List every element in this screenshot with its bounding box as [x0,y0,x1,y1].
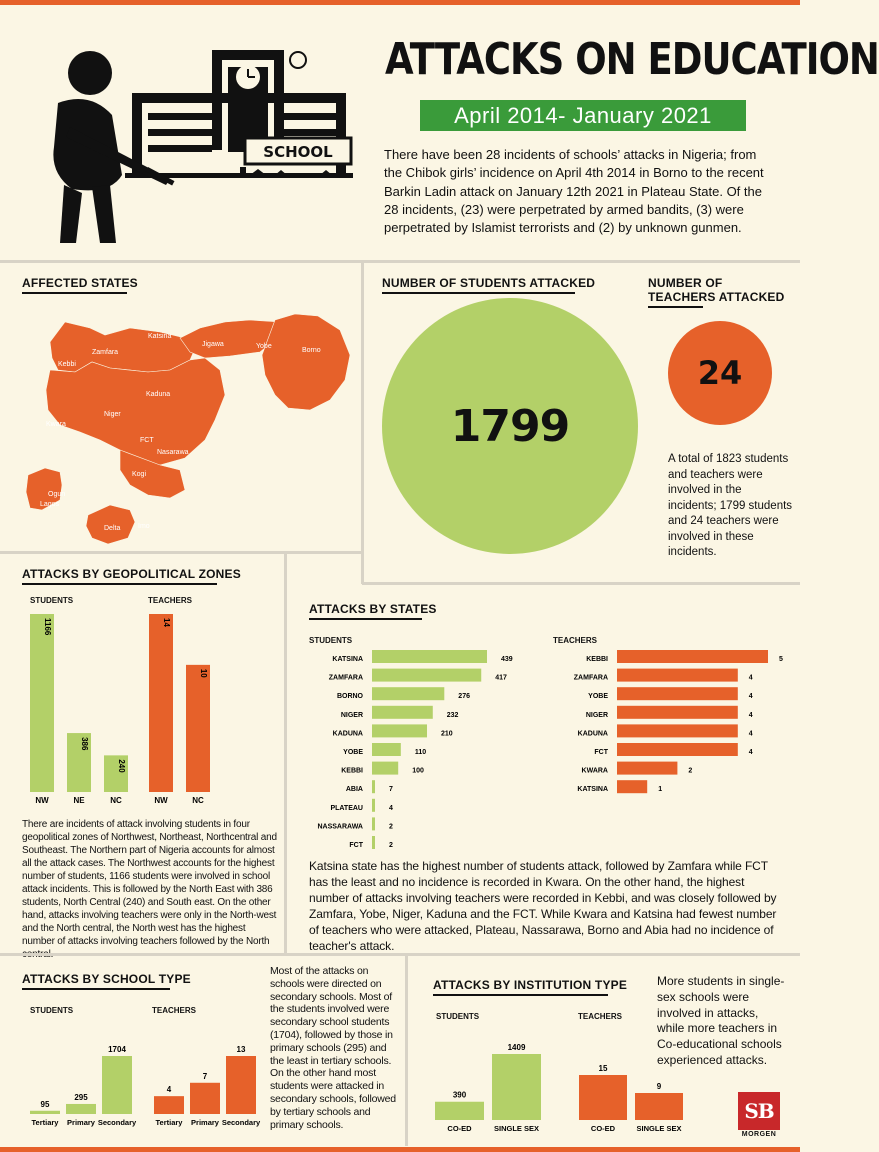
states_teachers-value-label: 4 [748,674,753,682]
school_teachers-category-label: Secondary [221,1118,261,1127]
school-type-heading-text: ATTACKS BY SCHOOL TYPE [22,972,191,986]
map-label-borno: Borno [302,347,321,354]
inst_teachers-value-label: 9 [656,1082,662,1091]
school-sign-text: SCHOOL [263,143,333,161]
states-charts [290,645,800,850]
teachers-attacked-heading [648,276,788,308]
school_teachers-value-label: 13 [236,1045,246,1054]
states_teachers-bar [617,762,677,775]
map-label-kaduna: Kaduna [146,391,171,398]
inst_teachers-bar [579,1075,627,1120]
states_students-value-label: 2 [389,823,393,831]
zones-students-label: STUDENTS [30,596,74,605]
states_teachers-category-label: ZAMFARA [573,674,608,682]
states_teachers-category-label: KADUNA [577,730,608,738]
logo-name: MORGEN [741,1131,777,1138]
states_teachers-bar [617,687,738,700]
states_teachers-value-label: 4 [748,730,753,738]
school_students-bar [30,1111,60,1114]
map-label-niger: Niger [104,411,121,418]
states_students-value-label: 276 [458,693,470,701]
states_teachers-bar [617,706,738,719]
states_students-category-label: NASSARAWA [317,823,363,831]
students-attacked-heading [382,276,595,294]
page-title: ATTACKS ON EDUCATION [385,34,879,85]
states-heading [309,602,437,620]
inst_students-value-label: 390 [452,1090,467,1100]
inst_students-bar [492,1054,541,1120]
divider [362,582,800,585]
states_students-category-label: NIGER [340,711,363,719]
zones_teachers-category-label: NC [192,796,204,805]
students-attacked-value: 1799 [450,400,570,452]
states_teachers-bar [617,650,768,663]
states_teachers-value-label: 5 [779,656,783,663]
states_students-category-label: FCT [349,842,363,849]
states_teachers-value-label: 4 [748,711,753,719]
states-students-label: STUDENTS [309,636,353,645]
states_students-value-label: 2 [389,842,393,849]
states_students-bar [372,780,375,793]
map-label-kebbi: Kebbi [58,361,76,368]
school-type-heading [22,972,191,990]
map-label-fct: FCT [140,437,154,444]
map-label-jigawa: Jigawa [202,341,224,348]
states_students-bar [372,650,487,663]
states_students-bar [372,687,444,700]
zones_teachers-bar [149,614,173,792]
map-label-lagos: Lagos [40,501,60,508]
school_teachers-category-label: Primary [191,1118,219,1127]
map-label-zamfara: Zamfara [92,349,119,356]
school-teachers-label: TEACHERS [152,1006,197,1015]
zones_students-value-label: 386 [80,737,89,751]
states_students-value-label: 232 [446,711,459,719]
states_students-value-label: 110 [414,749,427,756]
states_teachers-value-label: 4 [748,749,753,756]
map-label-imo: Imo [138,523,150,530]
inst_teachers-bar [635,1093,683,1120]
states_students-bar [372,836,375,849]
zones_students-category-label: NC [110,796,122,805]
students-attacked-circle [382,298,638,554]
states_teachers-bar [617,743,738,756]
school_students-value-label: 295 [74,1092,88,1102]
states_students-category-label: PLATEAU [330,804,363,812]
gunman-school-illustration [30,45,360,250]
states_teachers-bar [617,780,647,793]
states_students-bar [372,706,433,719]
states-heading-text: ATTACKS BY STATES [309,602,437,616]
states_students-category-label: YOBE [343,749,363,756]
affected-states-heading-text: AFFECTED STATES [22,276,138,290]
school_students-bar [102,1056,132,1114]
states_teachers-value-label: 4 [748,693,753,701]
map-region-northeast [262,314,350,410]
institution-type-text: More students in single-sex schools were involved in attacks, while more teachers in Co-educational schools experienced attacks. [657,974,785,1067]
states_teachers-bar [617,724,738,737]
school-students-label: STUDENTS [30,1006,74,1015]
teachers-attacked-circle [668,321,772,425]
zones_students-bar [30,614,54,792]
school_students-bar [66,1104,96,1114]
states_teachers-value-label: 1 [658,786,663,794]
states_teachers-category-label: KATSINA [577,786,608,794]
inst_teachers-value-label: 15 [598,1064,608,1073]
states_students-category-label: BORNO [336,693,363,701]
states_teachers-bar [617,669,738,682]
zones-text: There are incidents of attack involving students in four geopolitical zones of Northwest, Northeast, Northcentral and Southeast. The Northern part of Nigeria accounts for almost all the attack cases. The Northwest accounts for the highest number of students, 1166 students were involved in school attack incidents. This is followed by the North East with 386 students, North Central (240) and South east. On the other hand, attacks involving teachers were only in the North-west and the North central, the North west has the highest number of attacks involving teachers followed by the North [22,819,277,947]
states_students-bar [372,724,427,737]
states_students-bar [372,817,375,830]
map-label-katsina: Katsina [148,333,172,340]
zones-heading [22,567,241,585]
school_teachers-bar [226,1056,256,1114]
divider [405,956,408,1146]
school_students-category-label: Tertiary [31,1118,59,1127]
states_teachers-category-label: FCT [594,749,608,756]
inst_students-bar [435,1102,484,1120]
nigeria-map [20,300,350,550]
divider [0,551,362,554]
school_students-value-label: 95 [40,1099,50,1109]
states_teachers-category-label: KEBBI [586,656,608,663]
map-label-nasarawa: Nasarawa [157,449,189,456]
students-attacked-heading-text: NUMBER OF STUDENTS ATTACKED [382,276,596,290]
states_students-category-label: KADUNA [332,730,363,738]
map-label-yobe: Yobe [256,343,272,350]
school-type-text: Most of the attacks on schools were directed on secondary schools. Most of the students involved were secondary school students (1704), followed by those in primary schools (295) and the least in tertiary schools. On the other hand most students were attacked in secondary schools, followed by tertiary schools and primary schools. [270,965,396,1131]
states_teachers-category-label: NIGER [585,711,608,719]
map-region-central [46,358,225,465]
inst-students-label: STUDENTS [436,1012,480,1021]
divider [0,953,800,956]
school_students-category-label: Secondary [97,1118,137,1127]
map-label-delta: Delta [104,525,121,532]
states-teachers-label: TEACHERS [553,636,598,645]
school-type-charts [0,1020,268,1130]
map-label-kogi: Kogi [132,471,147,478]
states_students-bar [372,669,481,682]
inst_teachers-category-label: CO-ED [590,1124,616,1133]
states_students-category-label: ZAMFARA [328,674,363,682]
states_students-bar [372,799,375,812]
inst_students-category-label: CO-ED [447,1124,472,1133]
states_teachers-category-label: KWARA [581,767,608,775]
zones-charts [0,600,284,812]
teachers-attacked-heading-text: NUMBER OF TEACHERS ATTACKED [648,276,785,304]
bottom-border [0,1147,800,1152]
institution-type-heading-text: ATTACKS BY INSTITUTION TYPE [433,978,628,992]
zones_students-value-label: 240 [117,759,126,773]
states_students-category-label: KATSINA [332,656,363,663]
zones-heading-text: ATTACKS BY GEOPOLITICAL ZONES [22,567,241,581]
states_students-value-label: 4 [389,804,393,812]
states_students-category-label: KEBBI [341,767,363,775]
states_students-value-label: 417 [495,674,507,682]
zones_teachers-bar [186,665,210,792]
map-label-ogun: Ogun [48,491,66,498]
zones_teachers-value-label: 10 [199,668,208,678]
states_students-value-label: 439 [501,656,513,663]
school_teachers-bar [190,1083,220,1114]
inst_teachers-category-label: SINGLE SEX [636,1124,682,1133]
top-border [0,0,800,5]
states_students-value-label: 7 [389,786,393,794]
zones_teachers-value-label: 14 [162,618,171,627]
zones_students-category-label: NE [73,796,85,805]
divider [0,260,800,263]
teachers-attacked-note: A total of 1823 students and teachers were involved in the incidents; 1799 students and 24 teachers were involved in these incidents. [668,453,793,558]
logo-mark: SB [738,1092,780,1130]
school_teachers-category-label: Tertiary [155,1118,183,1127]
states-text: Katsina state has the highest number of students attack, followed by Zamfara while FCT has the least and no incidence is recorded in Kwara. On the other hand, the highest number of attacks involving teachers were recorded in Kebbi, and was closely followed by Zamfara, Yobe, Niger, Kaduna and the FCT. While Kwara and Katsina had fewest number of teachers who were attacked, Plateau, Nassarawa, Borno and Abia had no incidence of teacher's attack. [309,859,777,953]
institution-type-heading [433,978,627,996]
zones-teachers-label: TEACHERS [148,596,193,605]
zones_teachers-category-label: NW [154,796,168,805]
states_students-bar [372,762,398,775]
states_students-value-label: 100 [412,767,424,775]
divider [284,553,287,953]
intro-text: There have been 28 incidents of schools’ attacks in Nigeria; from the Chibok girls’ incidence on April 4th 2014 in Borno to the recent Barkin Ladin attack on January 12th 2021 in Plateau State. Of the 28 incidents, (23) were perpetrated by armed bandits, (3) were perpetrated by Islamist terrorists and (2) by unknown gunmen. [384,147,764,236]
date-range-banner: April 2014- January 2021 [420,100,746,131]
map-label-kwara: Kwara [46,421,66,428]
states_teachers-category-label: YOBE [588,693,608,701]
school_teachers-value-label: 4 [166,1085,172,1095]
school_teachers-bar [154,1096,184,1114]
affected-states-heading [22,276,138,294]
divider [361,262,364,584]
teachers-attacked-value: 24 [697,354,743,392]
inst_students-value-label: 1409 [507,1043,526,1052]
states_students-bar [372,743,401,756]
zones_students-category-label: NW [35,796,49,805]
inst_students-category-label: SINGLE SEX [493,1124,540,1133]
zones_students-value-label: 1166 [43,618,52,636]
states_students-value-label: 210 [441,730,453,738]
school_students-value-label: 1704 [108,1045,126,1054]
school_teachers-value-label: 7 [202,1071,208,1081]
states_students-category-label: ABIA [345,786,363,794]
inst-teachers-label: TEACHERS [578,1012,623,1021]
school_students-category-label: Primary [67,1118,95,1127]
states_teachers-value-label: 2 [688,767,693,775]
